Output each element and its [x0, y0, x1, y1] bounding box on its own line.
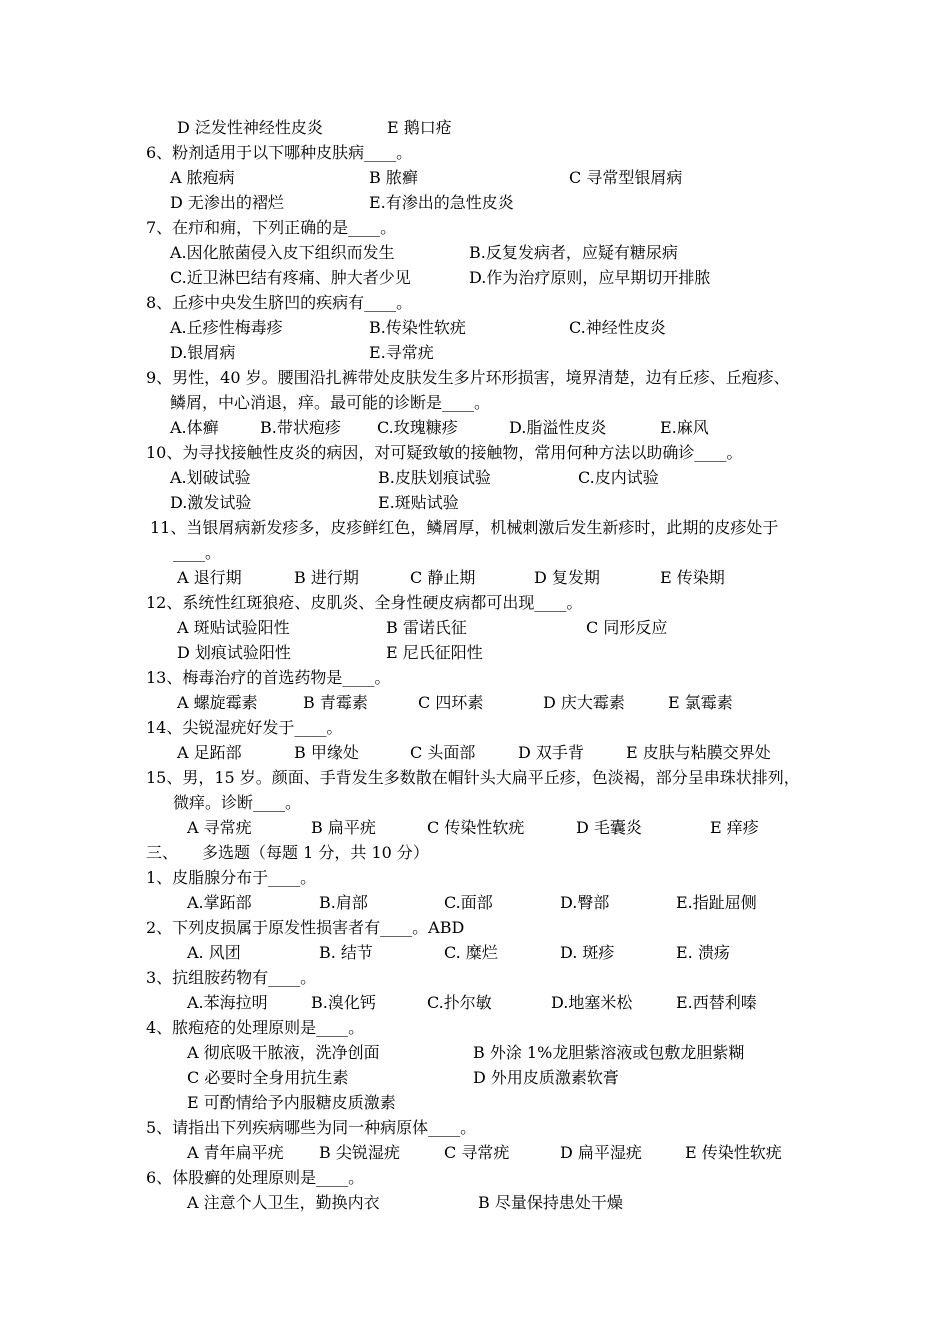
question-text: 7、在疖和痈，下列正确的是____。	[146, 218, 397, 237]
answer-option: C.扑尔敏	[427, 993, 492, 1012]
answer-option: A.苯海拉明	[187, 993, 268, 1012]
answer-option: B.皮肤划痕试验	[378, 468, 491, 487]
answer-option: A 斑贴试验阳性	[177, 618, 290, 637]
answer-option: C.面部	[444, 893, 493, 912]
answer-option: E 传染性软疣	[685, 1143, 782, 1162]
answer-option: E 传染期	[660, 568, 725, 587]
answer-option: A.丘疹性梅毒疹	[170, 318, 283, 337]
answer-option: C 寻常型银屑病	[569, 168, 683, 187]
answer-option: E. 溃疡	[676, 943, 730, 962]
question-text: 6、粉剂适用于以下哪种皮肤病____。	[146, 143, 413, 162]
answer-option: D 复发期	[534, 568, 600, 587]
answer-option: D 扁平湿疣	[560, 1143, 642, 1162]
answer-option: E 氯霉素	[668, 693, 733, 712]
answer-option: E.有渗出的急性皮炎	[369, 193, 514, 212]
question-text: 10、为寻找接触性皮炎的病因，对可疑致敏的接触物，常用何种方法以助确诊____。	[146, 443, 743, 462]
answer-option: D.作为治疗原则，应早期切开排脓	[469, 268, 711, 287]
answer-option: D 庆大霉素	[543, 693, 625, 712]
answer-option: B 进行期	[294, 568, 359, 587]
answer-option: B 扁平疣	[311, 818, 376, 837]
answer-option: C.神经性皮炎	[569, 318, 666, 337]
answer-option: C.玫瑰糠疹	[377, 418, 458, 437]
answer-option: D.臀部	[560, 893, 610, 912]
answer-option: B 脓癣	[369, 168, 418, 187]
answer-option: A 寻常疣	[187, 818, 252, 837]
answer-option: B 甲缘处	[294, 743, 359, 762]
answer-option: E 皮肤与粘膜交界处	[626, 743, 771, 762]
question-text: 13、梅毒治疗的首选药物是____。	[146, 668, 391, 687]
answer-option: E.西替利嗪	[676, 993, 757, 1012]
answer-option: D 划痕试验阳性	[177, 643, 291, 662]
answer-option: D. 斑疹	[560, 943, 615, 962]
answer-option: B.溴化钙	[311, 993, 376, 1012]
question-text: 5、请指出下列疾病哪些为同一种病原体____。	[146, 1118, 477, 1137]
answer-option: C. 糜烂	[444, 943, 498, 962]
question-text: 1、皮脂腺分布于____。	[146, 868, 317, 887]
answer-option: E.斑贴试验	[378, 493, 459, 512]
answer-option: B 青霉素	[303, 693, 368, 712]
answer-option: D 双手背	[518, 743, 584, 762]
answer-option: A 脓疱病	[170, 168, 235, 187]
answer-option: 三、	[146, 843, 179, 862]
question-text: 11、当银屑病新发疹多，皮疹鲜红色，鳞屑厚，机械刺激后发生新疹时，此期的皮疹处于	[150, 518, 779, 537]
answer-option: D 无渗出的褶烂	[170, 193, 284, 212]
answer-option: D.脂溢性皮炎	[509, 418, 607, 437]
answer-option: A.因化脓菌侵入皮下组织而发生	[170, 243, 395, 262]
answer-option: D 外用皮质激素软膏	[473, 1068, 619, 1087]
answer-option: B.反复发病者，应疑有糖尿病	[469, 243, 678, 262]
question-text: 8、丘疹中央发生脐凹的疾病有____。	[146, 293, 413, 312]
answer-option: C.皮内试验	[578, 468, 659, 487]
answer-option: B. 结节	[319, 943, 373, 962]
question-text: E 可酌情给予内服糖皮质激素	[187, 1093, 396, 1112]
answer-option: 多选题（每题 1 分，共 10 分）	[202, 843, 429, 862]
answer-option: E 尼氏征阳性	[386, 643, 483, 662]
answer-option: E 鹅口疮	[387, 118, 452, 137]
question-text: 6、体股癣的处理原则是____。	[146, 1168, 365, 1187]
answer-option: E.指趾屈侧	[676, 893, 757, 912]
answer-option: D 泛发性神经性皮炎	[177, 118, 323, 137]
question-text: 14、尖锐湿疣好发于____。	[146, 718, 343, 737]
answer-option: A 足跖部	[177, 743, 242, 762]
answer-option: D 毛囊炎	[576, 818, 642, 837]
answer-option: B 尖锐湿疣	[319, 1143, 400, 1162]
question-text: 2、下列皮损属于原发性损害者有____。ABD	[146, 918, 465, 937]
answer-option: A. 风团	[187, 943, 241, 962]
answer-option: E 痒疹	[710, 818, 759, 837]
answer-option: E.麻风	[660, 418, 709, 437]
question-text: ____。	[173, 543, 222, 562]
answer-option: A.体癣	[170, 418, 219, 437]
question-text: 12、系统性红斑狼疮、皮肌炎、全身性硬皮病都可出现____。	[146, 593, 583, 612]
answer-option: C 必要时全身用抗生素	[187, 1068, 349, 1087]
answer-option: A 退行期	[177, 568, 242, 587]
question-text: 4、脓疱疮的处理原则是____。	[146, 1018, 365, 1037]
answer-option: D.地塞米松	[551, 993, 633, 1012]
answer-option: A 青年扁平疣	[187, 1143, 284, 1162]
answer-option: A.划破试验	[170, 468, 251, 487]
answer-option: C 静止期	[410, 568, 476, 587]
answer-option: A 螺旋霉素	[177, 693, 258, 712]
answer-option: B.传染性软疣	[369, 318, 466, 337]
question-text: 3、抗组胺药物有____。	[146, 968, 317, 987]
answer-option: A 彻底吸干脓液，洗净创面	[187, 1043, 380, 1062]
answer-option: C 寻常疣	[444, 1143, 510, 1162]
answer-option: B 雷诺氏征	[386, 618, 467, 637]
answer-option: B.带状疱疹	[260, 418, 341, 437]
answer-option: B 尽量保持患处干燥	[478, 1193, 623, 1212]
answer-option: E.寻常疣	[369, 343, 434, 362]
answer-option: C.近卫淋巴结有疼痛、肿大者少见	[170, 268, 411, 287]
answer-option: D.激发试验	[170, 493, 252, 512]
answer-option: A 注意个人卫生，勤换内衣	[187, 1193, 380, 1212]
answer-option: C 传染性软疣	[427, 818, 525, 837]
answer-option: B 外涂 1%龙胆紫溶液或包敷龙胆紫糊	[473, 1043, 745, 1062]
question-text: 微痒。诊断____。	[173, 793, 302, 812]
question-text: 15、男，15 岁。颜面、手背发生多数散在帽针头大扁平丘疹，色淡褐，部分呈串珠状排列，	[146, 768, 800, 787]
answer-option: D.银屑病	[170, 343, 236, 362]
answer-option: A.掌跖部	[187, 893, 252, 912]
question-text: 鳞屑，中心消退，痒。最可能的诊断是____。	[170, 393, 491, 412]
answer-option: C 四环素	[418, 693, 484, 712]
question-text: 9、男性，40 岁。腰围沿扎裤带处皮肤发生多片环形损害，境界清楚，边有丘疹、丘疱疹、	[146, 368, 790, 387]
answer-option: C 同形反应	[586, 618, 668, 637]
answer-option: C 头面部	[410, 743, 476, 762]
answer-option: B.肩部	[319, 893, 368, 912]
